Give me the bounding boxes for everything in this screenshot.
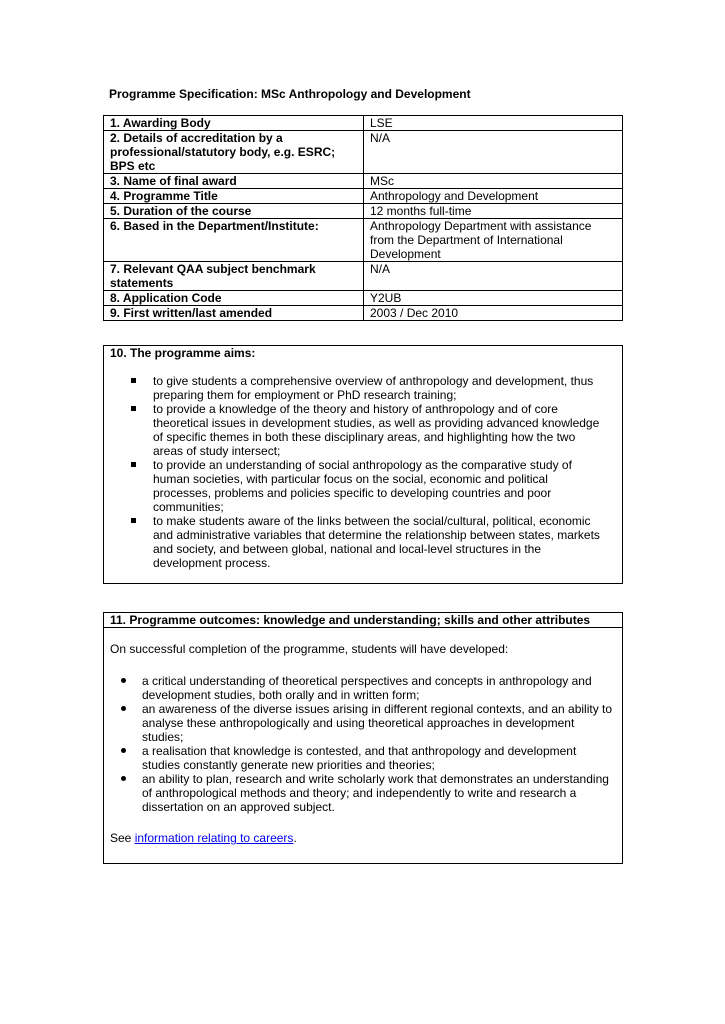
outcomes-heading: 11. Programme outcomes: knowledge and understanding; skills and other attributes xyxy=(104,613,622,628)
row-value-duration: 12 months full-time xyxy=(364,204,623,219)
outcome-text: an awareness of the diverse issues arising in different regional contexts, and an ability to analyse these anthropologically and using theoretical approaches in development studies; xyxy=(142,702,613,744)
row-label-programme-title: 4. Programme Title xyxy=(104,189,364,204)
table-row xyxy=(104,291,623,306)
page-title: Programme Specification: MSc Anthropology and Development xyxy=(109,87,471,101)
row-value-accreditation: N/A xyxy=(364,131,623,174)
square-bullet-icon xyxy=(131,462,136,467)
careers-link[interactable]: information relating to careers xyxy=(134,831,294,845)
round-bullet-icon xyxy=(121,678,126,683)
table-row xyxy=(104,262,623,291)
round-bullet-icon xyxy=(121,776,126,781)
round-bullet-icon xyxy=(121,748,126,753)
row-label-application-code: 8. Application Code xyxy=(104,291,364,306)
outcomes-list xyxy=(104,674,622,814)
list-item xyxy=(104,514,622,570)
row-label-awarding-body: 1. Awarding Body xyxy=(104,116,364,131)
aim-text: to provide an understanding of social anthropology as the comparative study of human societies, with particular focus on the social, economic and political processes, problems and policies specific to developing countries and poor communities; xyxy=(153,458,572,514)
list-item xyxy=(104,374,622,402)
careers-line xyxy=(104,831,622,845)
square-bullet-icon xyxy=(131,406,136,411)
list-item xyxy=(104,674,622,702)
list-item xyxy=(104,402,622,458)
outcome-text: a critical understanding of theoretical perspectives and concepts in anthropology and development studies, both orally and in written form; xyxy=(142,674,592,702)
row-value-first-written: 2003 / Dec 2010 xyxy=(364,306,623,321)
row-label-first-written: 9. First written/last amended xyxy=(104,306,364,321)
table-row xyxy=(104,174,623,189)
table-row xyxy=(104,116,623,131)
table-row xyxy=(104,306,623,321)
square-bullet-icon xyxy=(131,518,136,523)
aim-text: to give students a comprehensive overview of anthropology and development, thus preparing them for employment or PhD research training; xyxy=(153,374,594,402)
list-item xyxy=(104,458,622,514)
row-value-awarding-body: LSE xyxy=(364,116,623,131)
outcome-text: an ability to plan, research and write scholarly work that demonstrates an understanding of anthropological methods and theory; and independently to write and research a dissertation on an approved subject. xyxy=(142,772,609,814)
row-label-duration: 5. Duration of the course xyxy=(104,204,364,219)
aims-list xyxy=(104,374,622,570)
spec-table xyxy=(103,115,623,321)
row-value-department: Anthropology Department with assistance from the Department of International Development xyxy=(364,219,623,262)
outcomes-section xyxy=(103,612,623,864)
row-label-accreditation: 2. Details of accreditation by a professional/statutory body, e.g. ESRC; BPS etc xyxy=(104,131,364,174)
aim-text: to make students aware of the links between the social/cultural, political, economic and administrative variables that determine the relationship between states, markets and society, and between global, national and local-level structures in the development process. xyxy=(153,514,600,570)
outcomes-intro: On successful completion of the programme, students will have developed: xyxy=(110,642,509,656)
table-row xyxy=(104,219,623,262)
row-label-department: 6. Based in the Department/Institute: xyxy=(104,219,364,262)
square-bullet-icon xyxy=(131,378,136,383)
row-value-application-code: Y2UB xyxy=(364,291,623,306)
list-item xyxy=(104,702,622,744)
table-row xyxy=(104,131,623,174)
see-suffix: . xyxy=(293,831,297,845)
round-bullet-icon xyxy=(121,706,126,711)
outcome-text: a realisation that knowledge is contested, and that anthropology and development studies constantly generate new priorities and theories; xyxy=(142,744,577,772)
row-value-qaa-benchmark: N/A xyxy=(364,262,623,291)
aims-heading: 10. The programme aims: xyxy=(110,346,256,360)
aims-section xyxy=(103,345,623,584)
table-row xyxy=(104,204,623,219)
row-label-final-award: 3. Name of final award xyxy=(104,174,364,189)
aim-text: to provide a knowledge of the theory and history of anthropology and of core theoretical issues in development studies, as well as providing advanced knowledge of specific themes in both these disciplinary areas, and highlighting how the two areas of study intersect; xyxy=(153,402,600,458)
list-item xyxy=(104,772,622,814)
row-value-final-award: MSc xyxy=(364,174,623,189)
row-value-programme-title: Anthropology and Development xyxy=(364,189,623,204)
see-prefix: See xyxy=(110,831,135,845)
list-item xyxy=(104,744,622,772)
table-row xyxy=(104,189,623,204)
row-label-qaa-benchmark: 7. Relevant QAA subject benchmark statements xyxy=(104,262,364,291)
